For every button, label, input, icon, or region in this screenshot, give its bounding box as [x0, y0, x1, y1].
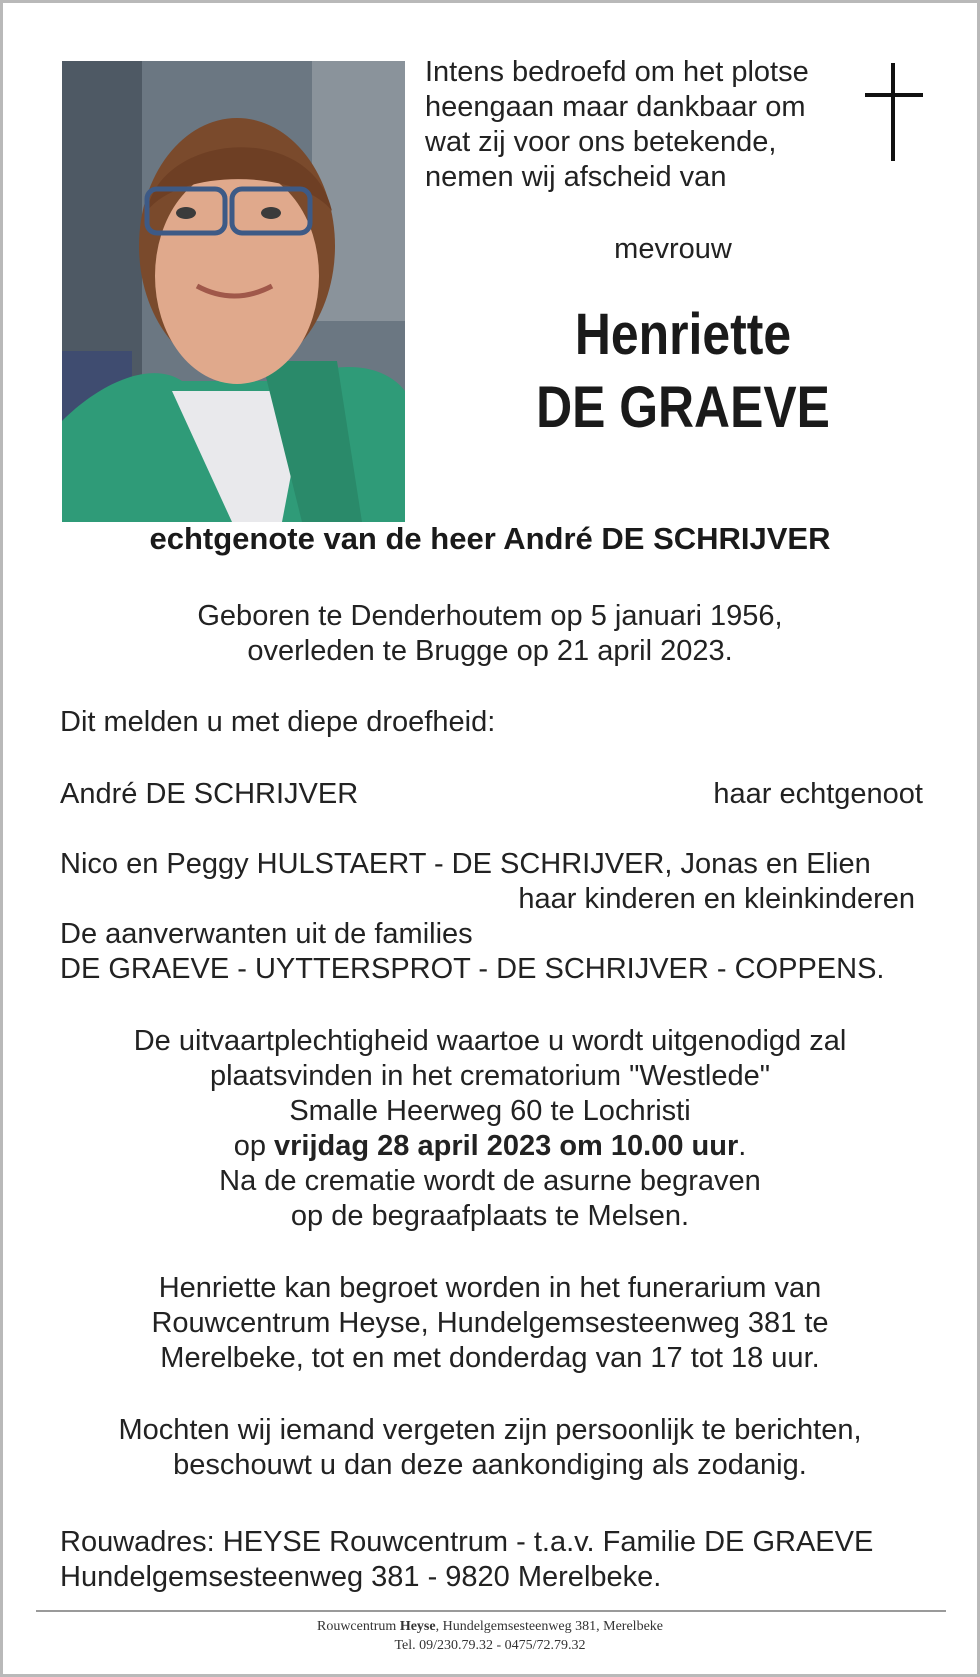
visitation-info	[3, 1271, 977, 1376]
birth-death-info	[3, 599, 977, 669]
death-line: overleden te Brugge op 21 april 2023.	[247, 635, 733, 667]
footer-divider	[36, 1610, 946, 1612]
spouse-line: echtgenote van de heer André DE SCHRIJVER	[149, 521, 831, 556]
ceremony-date: vrijdag 28 april 2023 om 10.00 uur	[274, 1130, 739, 1162]
ceremony-line: op de begraafplaats te Melsen.	[290, 1200, 690, 1232]
funeral-home-footer	[3, 1617, 977, 1655]
intro-line: Intens bedroefd om het plotse	[425, 56, 809, 88]
footer-suffix: , Hundelgemsesteenweg 381, Merelbeke	[435, 1619, 664, 1634]
families-intro: De aanverwanten uit de families	[60, 918, 473, 950]
husband-name: André DE SCHRIJVER	[60, 778, 359, 810]
children-role: haar kinderen en kleinkinderen	[518, 883, 915, 915]
footer-address	[3, 1617, 977, 1636]
ceremony-line: Smalle Heerweg 60 te Lochristi	[289, 1095, 691, 1127]
ceremony-date-prefix: op	[233, 1130, 275, 1162]
ceremony-date-suffix: .	[738, 1130, 747, 1162]
ceremony-line: Na de crematie wordt de asurne begraven	[219, 1165, 761, 1197]
cross-icon	[865, 63, 923, 163]
footer-prefix: Rouwcentrum	[316, 1619, 400, 1634]
visitation-line: Henriette kan begroet worden in het funerarium van	[158, 1272, 822, 1304]
children-names: Nico en Peggy HULSTAERT - DE SCHRIJVER, Jonas en Elien	[60, 848, 871, 880]
first-name: Henriette	[574, 302, 792, 367]
ceremony-line: De uitvaartplechtigheid waartoe u wordt uitgenodigd zal	[133, 1025, 847, 1057]
visitation-line: Rouwcentrum Heyse, Hundelgemsesteenweg 381 te	[151, 1307, 829, 1339]
footer-phone: Tel. 09/230.79.32 - 0475/72.79.32	[394, 1638, 586, 1653]
mourning-address-line1: Rouwadres: HEYSE Rouwcentrum - t.a.v. Familie DE GRAEVE	[60, 1526, 874, 1558]
notice-line: Mochten wij iemand vergeten zijn persoonlijk te berichten,	[118, 1414, 862, 1446]
ceremony-line: plaatsvinden in het crematorium "Westlede"	[209, 1060, 771, 1092]
intro-line: nemen wij afscheid van	[425, 161, 727, 193]
announce-line: Dit melden u met diepe droefheid:	[60, 706, 496, 738]
birth-line: Geboren te Denderhoutem op 5 januari 1956,	[197, 600, 783, 632]
honorific: mevrouw	[614, 233, 732, 265]
intro-line: wat zij voor ons betekende,	[425, 126, 777, 158]
visitation-line: Merelbeke, tot en met donderdag van 17 tot 18 uur.	[160, 1342, 820, 1374]
families-list: DE GRAEVE - UYTTERSPROT - DE SCHRIJVER - COPPENS.	[60, 953, 885, 985]
husband-role: haar echtgenoot	[713, 778, 923, 810]
deceased-name	[502, 298, 863, 444]
last-name: DE GRAEVE	[536, 375, 830, 440]
footer-brand: Heyse	[399, 1619, 436, 1634]
ceremony-info	[3, 1024, 977, 1234]
intro-line: heengaan maar dankbaar om	[425, 91, 806, 123]
notice-line: beschouwt u dan deze aankondiging als zodanig.	[173, 1449, 807, 1481]
notice-text	[3, 1413, 977, 1483]
intro-text	[425, 55, 855, 195]
ceremony-date-line	[3, 1129, 977, 1164]
mourning-address-line2: Hundelgemsesteenweg 381 - 9820 Merelbeke.	[60, 1561, 662, 1593]
portrait-photo	[62, 61, 405, 522]
